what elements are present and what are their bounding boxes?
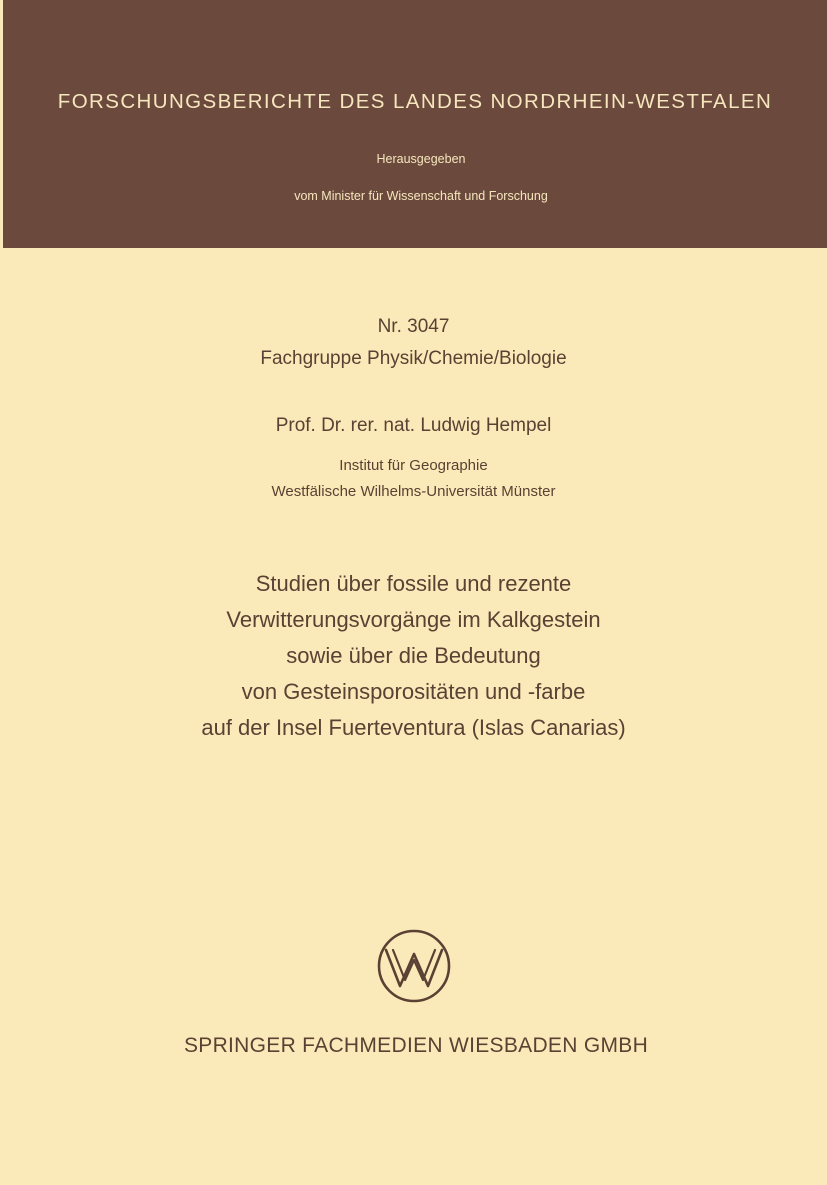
institute-line-1: Institut für Geographie: [339, 457, 488, 474]
book-title: [0, 566, 827, 746]
subject-group: Fachgruppe Physik/Chemie/Biologie: [260, 348, 567, 369]
book-title-line: sowie über die Bedeutung: [286, 643, 541, 668]
edited-by-label: Herausgegeben: [376, 152, 466, 166]
book-title-line: Studien über fossile und rezente: [255, 571, 572, 596]
institute-line-2: Westfälische Wilhelms-Universität Münster: [271, 483, 556, 500]
book-title-line: Verwitterungsvorgänge im Kalkgestein: [226, 607, 601, 632]
book-title-line: auf der Insel Fuerteventura (Islas Canarias): [201, 715, 626, 740]
series-title: FORSCHUNGSBERICHTE DES LANDES NORDRHEIN-WESTFALEN: [57, 90, 773, 113]
author-name: Prof. Dr. rer. nat. Ludwig Hempel: [275, 415, 552, 436]
editor-line: vom Minister für Wissenschaft und Forschung: [294, 189, 548, 203]
springer-w-logo-icon: [376, 928, 452, 1004]
book-title-line: von Gesteinsporositäten und -farbe: [241, 679, 586, 704]
series-header-band: [3, 0, 827, 248]
volume-number: Nr. 3047: [377, 316, 450, 337]
publisher-name: SPRINGER FACHMEDIEN WIESBADEN GMBH: [183, 1034, 649, 1057]
